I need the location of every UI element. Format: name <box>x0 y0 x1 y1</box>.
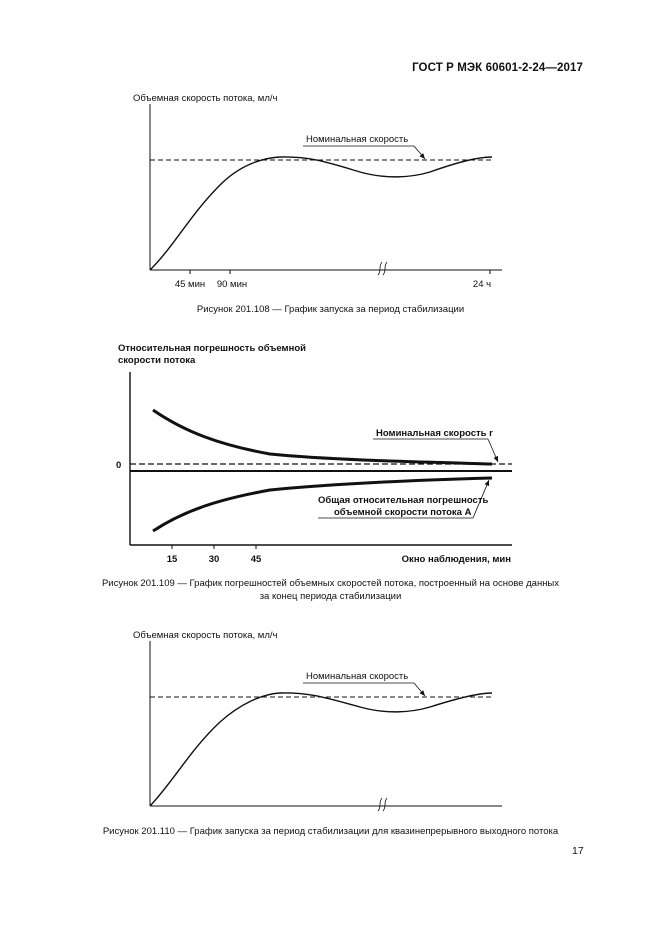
fig2-caption-line1: Рисунок 201.109 — График погрешностей объемных скоростей потока, построенный на основе данных <box>101 578 560 589</box>
fig1-tick-90: 90 мин <box>216 279 248 290</box>
fig2-tick-15: 15 <box>166 554 178 565</box>
fig3-axis-break <box>378 798 387 811</box>
fig2-y-axis-label-line2: скорости потока <box>118 355 196 366</box>
fig1-y-axis-label: Объемная скорость потока, мл/ч <box>133 93 278 104</box>
fig2-tick-30: 30 <box>208 554 220 565</box>
fig3-caption: Рисунок 201.110 — График запуска за период стабилизации для квазинепрерывного выходного потока <box>102 826 559 837</box>
fig2-error-label-line2: объемной скорости потока A <box>334 507 472 518</box>
fig3-startup-curve <box>150 693 492 806</box>
fig1-caption: Рисунок 201.108 — График запуска за период стабилизации <box>196 304 465 315</box>
fig2-nominal-label: Номинальная скорость r <box>376 428 493 439</box>
fig3-y-axis-label: Объемная скорость потока, мл/ч <box>133 630 278 641</box>
fig1-tick-45: 45 мин <box>174 279 206 290</box>
fig2-caption-line2: за конец периода стабилизации <box>259 591 402 602</box>
fig1-tick-24h: 24 ч <box>472 279 492 290</box>
fig2-error-label-line1: Общая относительная погрешность <box>318 495 489 506</box>
fig3-nominal-label: Номинальная скорость <box>306 671 409 682</box>
fig2-tick-45: 45 <box>250 554 262 565</box>
fig2-y-axis-label-line1: Относительная погрешность объемной <box>118 343 306 354</box>
page-number: 17 <box>572 845 584 857</box>
fig2-zero-label: 0 <box>116 460 122 471</box>
fig2-x-axis-label: Окно наблюдения, мин <box>401 554 511 565</box>
fig1-nominal-label: Номинальная скорость <box>306 134 409 145</box>
document-header: ГОСТ Р МЭК 60601-2-24—2017 <box>412 62 583 74</box>
